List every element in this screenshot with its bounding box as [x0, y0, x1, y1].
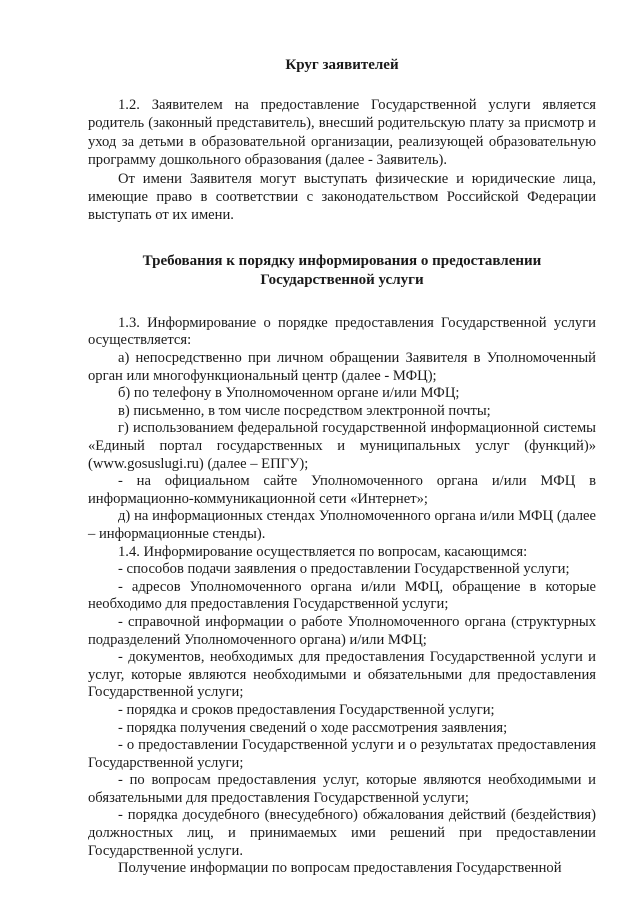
list-item-g: г) использованием федеральной государственной информационной системы «Единый портал государственных и муниципальных услуг (функций)» (www.gosuslugi.ru) (далее – ЕПГУ); [88, 420, 596, 472]
topic-procedure-terms: - порядка и сроков предоставления Государственной услуги; [118, 701, 495, 718]
paragraph-1-3: 1.3. Информирование о порядке предоставления Государственной услуги осуществляется: [88, 314, 596, 349]
list-item-v: в) письменно, в том числе посредством электронной почты; [118, 402, 491, 419]
paragraph-representatives: От имени Заявителя могут выступать физические и юридические лица, имеющие право в соответствии с законодательством Российской Федерации выступать от их имени. [88, 170, 596, 224]
section-informing [88, 315, 596, 878]
topic-reference-info: - справочной информации о работе Уполномоченного органа (структурных подразделений Уполномоченного органа) и/или МФЦ; [88, 613, 596, 648]
section-applicants [88, 96, 596, 225]
topic-submission-methods: - способов подачи заявления о предоставлении Государственной услуги; [118, 561, 570, 578]
heading-line-2: Государственной услуги [260, 271, 424, 288]
topic-documents: - документов, необходимых для предоставления Государственной услуги и услуг, которые являются необходимыми и обязательными для предоставления Государственной услуги; [88, 649, 596, 701]
topic-appeal: - порядка досудебного (внесудебного) обжалования действий (бездействия) должностных лиц, и принимаемых ими решений при предоставлении Государственной услуги. [88, 807, 596, 859]
list-item-b: б) по телефону в Уполномоченном органе и/или МФЦ; [118, 385, 460, 402]
heading-line-1: Требования к порядку информирования о предоставлении [142, 252, 542, 269]
paragraph-obtaining-info: Получение информации по вопросам предоставления Государственной [118, 860, 562, 877]
list-item-d: д) на информационных стендах Уполномоченного органа и/или МФЦ (далее – информационные стенды). [88, 508, 596, 542]
paragraph-1-2: 1.2. Заявителем на предоставление Государственной услуги является родитель (законный представитель), внесший родительскую плату за присмотр и уход за детьми в образовательной организации, реализующей образовательную программу дошкольного образования (далее - Заявитель). [88, 97, 596, 169]
list-item-website: - на официальном сайте Уполномоченного органа и/или МФЦ в информационно-коммуникационной сети «Интернет»; [88, 473, 596, 507]
topic-results: - о предоставлении Государственной услуги и о результатах предоставления Государственной услуги; [88, 737, 596, 771]
section-heading-informing [88, 252, 596, 290]
topic-status-info: - порядка получения сведений о ходе рассмотрения заявления; [118, 719, 508, 736]
list-item-a: а) непосредственно при личном обращении Заявителя в Уполномоченный орган или многофункциональный центр (далее - МФЦ); [88, 350, 596, 384]
paragraph-1-4: 1.4. Информирование осуществляется по вопросам, касающимся: [118, 543, 528, 560]
topic-addresses: - адресов Уполномоченного органа и/или МФЦ, обращение в которые необходимо для предоставления Государственной услуги; [88, 578, 596, 613]
section-heading-applicants: Круг заявителей [285, 57, 399, 73]
topic-required-services: - по вопросам предоставления услуг, которые являются необходимыми и обязательными для предоставления Государственной услуги; [88, 772, 596, 806]
